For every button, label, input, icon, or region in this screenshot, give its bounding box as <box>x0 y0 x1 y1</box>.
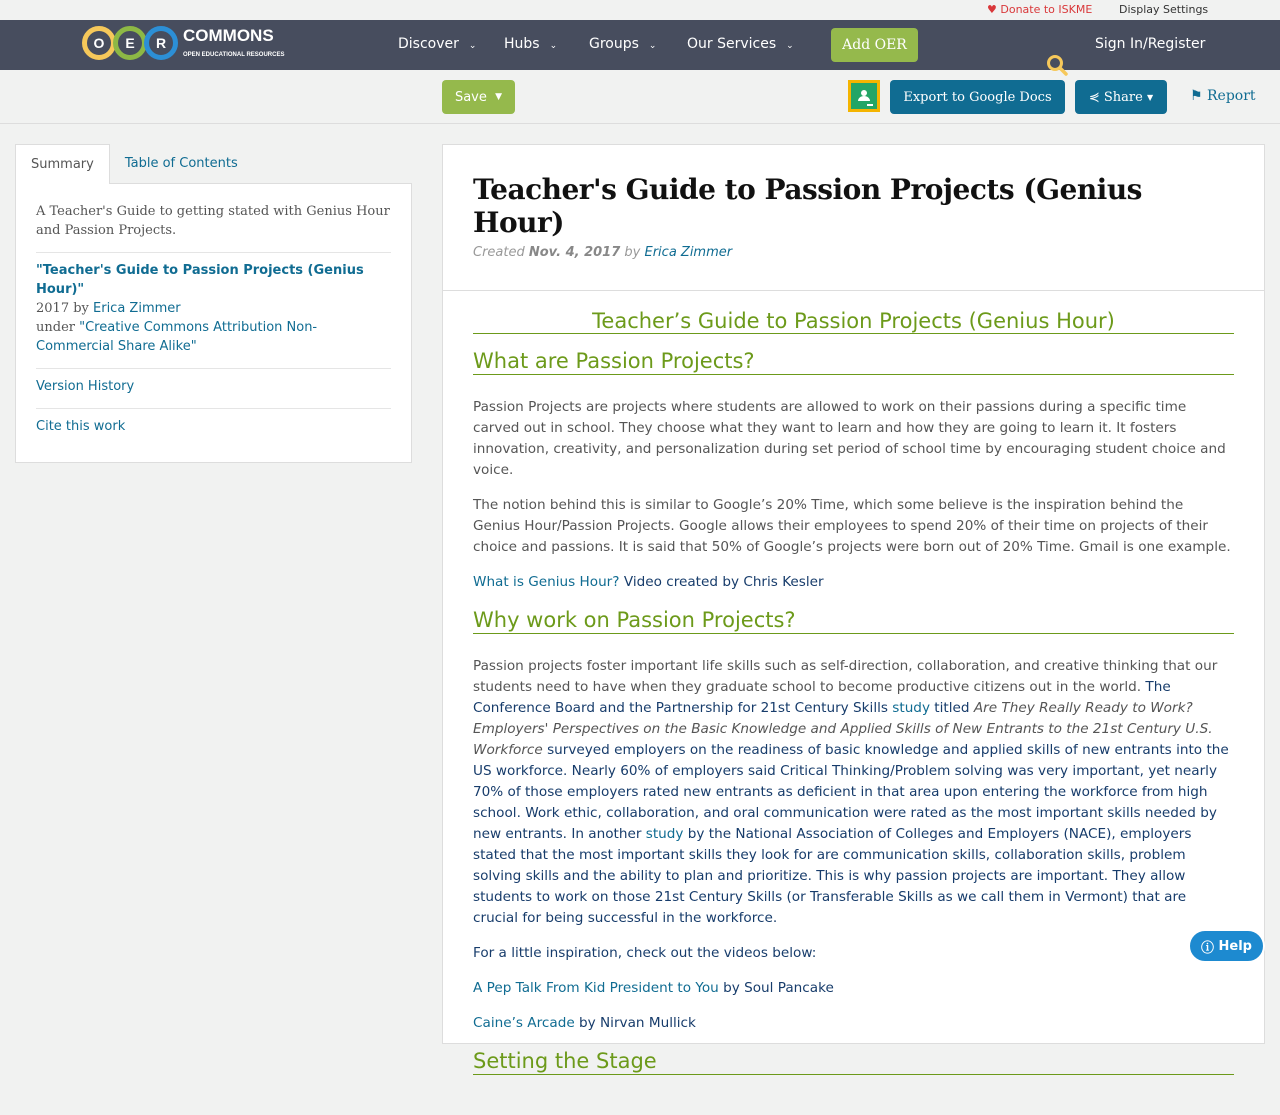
video-item: A Pep Talk From Kid President to You by Soul Pancake <box>473 980 834 996</box>
resource-toolbar <box>0 70 1280 124</box>
tab-table-of-contents[interactable]: Table of Contents <box>124 156 238 171</box>
study-link[interactable]: study <box>892 700 930 716</box>
nav-our-services[interactable]: Our Services ⌄ <box>687 36 794 52</box>
chevron-down-icon: ⌄ <box>786 41 794 51</box>
question-icon: ⓘ <box>1200 940 1214 956</box>
sign-in-link[interactable]: Sign In/Register <box>1095 36 1206 52</box>
heart-icon: ♥ <box>987 3 997 16</box>
nav-hubs[interactable]: Hubs ⌄ <box>504 36 558 52</box>
author-link[interactable]: Erica Zimmer <box>644 245 733 260</box>
section-heading: What are Passion Projects? <box>473 348 1234 375</box>
resource-content <box>442 144 1265 1073</box>
top-utility-bar <box>0 0 1280 20</box>
sidebar <box>15 144 412 463</box>
report-link[interactable]: ⚑ Report <box>1190 88 1256 104</box>
video-link[interactable]: A Pep Talk From Kid President to You <box>473 980 719 996</box>
nav-discover[interactable]: Discover ⌄ <box>398 36 477 52</box>
work-title-link[interactable]: "Teacher's Guide to Passion Projects (Genius Hour)" <box>36 263 364 297</box>
share-button[interactable]: ⋞ Share ▼ <box>1075 80 1167 114</box>
help-button[interactable]: ⓘ Help <box>1188 929 1265 963</box>
document-title: Teacher’s Guide to Passion Projects (Genius Hour) <box>473 309 1234 334</box>
paragraph: Passion projects foster important life skills such as self-direction, collaboration, and creative thinking that our students need to have when they graduate school to become productive citizens out in the world. The Conference Board and the Partnership for 21st Century Skills study titled Are They Really Ready to Work? Employers' Perspectives on the Basic Knowledge and Applied Skills of New Entrants to the 21st Century U.S. Workforce surveyed employers on the readiness of basic knowledge and applied skills of new entrants into the US workforce. Nearly 60% of employers said Critical Thinking/Problem solving was very important, yet nearly 70% of those employers rated new entrants as deficient in that area upon entering the workforce from high school. Work ethic, collaboration, and oral communication were rated as the most important skills needed by new entrants. In another study by the National Association of Colleges and Employers (NACE), employers stated that the most important skills they look for are communication skills, collaboration skills, problem solving skills and the ability to plan and prioritize. This is why passion projects are important. They allow students to work on those 21st Century Skills (or Transferable Skills as we call them in Vermont) that are crucial for being successful in the workforce. <box>473 658 1229 926</box>
attribution: "Teacher's Guide to Passion Projects (Genius Hour)" 2017 by Erica Zimmer under "Creative Commons Attribution Non-Commercial Share Alike" <box>36 253 391 369</box>
author-link[interactable]: Erica Zimmer <box>93 301 181 316</box>
section-heading: Why work on Passion Projects? <box>473 607 1234 634</box>
video-link[interactable]: Caine’s Arcade <box>473 1015 575 1031</box>
add-oer-button[interactable]: Add OER <box>831 28 918 62</box>
caret-down-icon: ▼ <box>495 92 503 102</box>
section-heading: Setting the Stage <box>473 1048 1234 1075</box>
display-settings-link[interactable]: Display Settings <box>1119 3 1209 16</box>
flag-icon: ⚑ <box>1190 88 1203 104</box>
tab-summary[interactable]: Summary <box>15 144 110 184</box>
export-google-docs-button[interactable]: Export to Google Docs <box>890 80 1065 114</box>
paragraph: What is Genius Hour? Video created by Chris Kesler <box>473 574 824 590</box>
save-button[interactable]: Save ▼ <box>442 80 515 114</box>
genius-hour-video-link[interactable]: What is Genius Hour? <box>473 574 620 590</box>
paragraph: For a little inspiration, check out the videos below: <box>473 945 817 961</box>
license-link[interactable]: "Creative Commons Attribution Non-Commercial Share Alike" <box>36 320 318 354</box>
main-nav <box>0 20 1280 70</box>
summary-panel <box>15 183 412 463</box>
page-title: Teacher's Guide to Passion Projects (Genius Hour) <box>473 173 1142 239</box>
nav-groups[interactable]: Groups ⌄ <box>589 36 657 52</box>
paragraph: Passion Projects are projects where students are allowed to work on their passions during a specific time carved out in school. They choose what they want to learn and how they are going to learn it. It fosters innovation, creativity, and personalization during set period of school time by encouraging student choice and voice. <box>473 399 1226 478</box>
cite-work-link[interactable]: Cite this work <box>36 419 126 434</box>
chevron-down-icon: ⌄ <box>549 41 558 51</box>
oer-commons-logo[interactable]: O E R COMMONS OPEN EDUCATIONAL RESOURCES <box>82 26 284 60</box>
study-link[interactable]: study <box>645 826 684 842</box>
share-icon: ⋞ <box>1088 89 1100 105</box>
caret-down-icon: ▼ <box>1146 92 1154 102</box>
donate-link[interactable]: ♥ Donate to ISKME <box>987 3 1093 16</box>
version-history-link[interactable]: Version History <box>36 379 135 394</box>
paragraph: The notion behind this is similar to Google’s 20% Time, which some believe is the inspiration behind the Genius Hour/Passion Projects. Google allows their employees to spend 20% of their time on projects of their choice and passions. It is said that 50% of Google’s projects were born out of 20% Time. Gmail is one example. <box>473 497 1231 555</box>
summary-text: A Teacher's Guide to getting stated with Genius Hour and Passion Projects. <box>36 194 391 253</box>
created-meta: Created Nov. 4, 2017 by Erica Zimmer <box>473 245 733 260</box>
google-classroom-icon[interactable] <box>848 80 880 112</box>
chevron-down-icon: ⌄ <box>468 41 477 51</box>
video-item: Caine’s Arcade by Nirvan Mullick <box>473 1015 696 1031</box>
chevron-down-icon: ⌄ <box>648 41 657 51</box>
